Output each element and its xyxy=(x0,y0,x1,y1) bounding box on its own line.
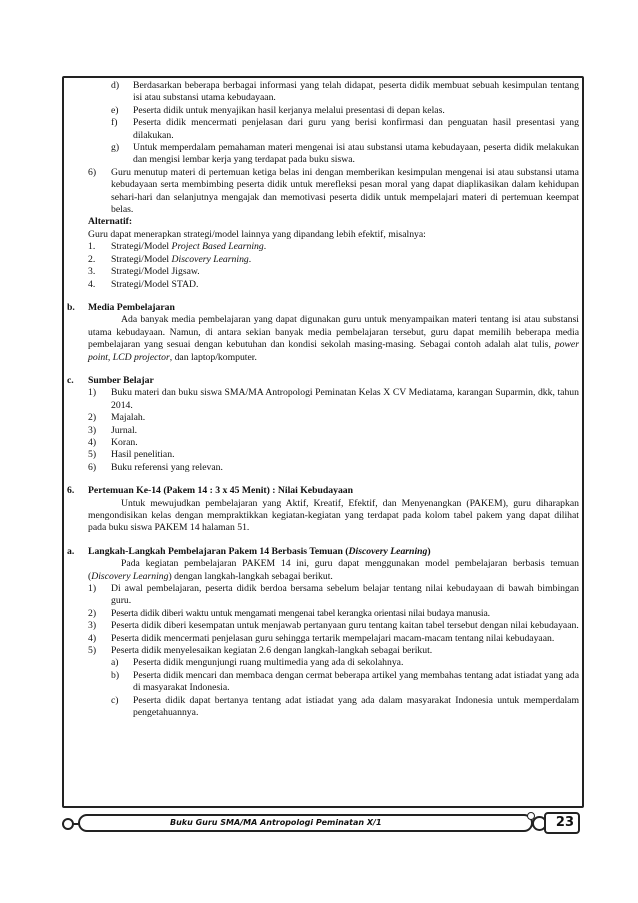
media-paragraph xyxy=(88,314,579,364)
list-text: Peserta didik dapat bertanya tentang adat istiadat yang ada dalam masyarakat Indonesia untuk memperdalam pengetahuannya. xyxy=(133,694,579,719)
list-label: 1) xyxy=(88,387,97,399)
section-langkah xyxy=(67,546,579,583)
list-label: 2) xyxy=(88,607,97,619)
list-item xyxy=(67,254,579,266)
section-title: Sumber Belajar xyxy=(88,374,154,386)
list-text: Untuk memperdalam pemahaman materi mengenai isi atau substansi utama kebudayaan, peserta didik melakukan dan mengisi lembar kerja yang terdapat pada buku siswa. xyxy=(133,142,579,166)
list-item xyxy=(67,620,579,632)
list-label: g) xyxy=(111,142,120,154)
media-emphasis: LCD projector xyxy=(112,351,170,363)
footer-book-title: Buku Guru SMA/MA Antropologi Peminatan X/1 xyxy=(170,818,382,827)
section-label: c. xyxy=(67,374,74,386)
page-number: 23 xyxy=(544,812,580,834)
list-item xyxy=(67,241,579,253)
item-text: Strategi/Model STAD. xyxy=(111,278,199,290)
list-text: Peserta didik diberi kesempatan untuk menjawab pertanyaan guru tentang kaitan tabel tersebut dengan nilai kebudayaan. xyxy=(111,620,579,632)
title-emphasis: Discovery Learning xyxy=(348,545,428,557)
section-title: Pertemuan Ke-14 (Pakem 14 : 3 x 45 Menit) : Nilai Kebudayaan xyxy=(88,485,354,497)
list-text: Koran. xyxy=(111,436,138,448)
section-label: b. xyxy=(67,301,75,313)
list-item xyxy=(67,266,579,278)
page-content xyxy=(67,80,579,720)
list-text: Peserta didik mencari dan membaca dengan cermat beberapa artikel yang membahas tentang adat istiadat yang ada di masyarakat Indonesia. xyxy=(133,669,579,694)
list-label: 5) xyxy=(88,449,97,461)
list-text: Jurnal. xyxy=(111,424,138,436)
list-text: Buku materi dan buku siswa SMA/MA Antropologi Peminatan Kelas X CV Mediatama, karangan Suparmin, dkk, tahun 2014. xyxy=(111,387,579,411)
section-label: a. xyxy=(67,545,75,557)
title-text: Langkah-Langkah Pembelajaran Pakem 14 Berbasis Temuan ( xyxy=(88,545,349,557)
title-text: ) xyxy=(427,545,431,557)
section-label: 6. xyxy=(67,485,75,497)
list-text: Guru menutup materi di pertemuan ketiga belas ini dengan memberikan kesimpulan mengenai isi atau substansi utama kebudayaan serta membimbing peserta didik untuk merefleksi pesan moral yang dapat diaplikasikan dalam kehidupan sehari-hari dan selanjutnya mengajak dan memotivasi peserta didik untuk mempelajari materi di pertemuan keempat belas. xyxy=(111,166,579,216)
list-item xyxy=(67,645,579,657)
list-label: 4) xyxy=(88,436,97,448)
list-text: Majalah. xyxy=(111,412,146,424)
list-item xyxy=(67,167,579,217)
langkah-intro xyxy=(88,558,579,583)
list-item xyxy=(67,437,579,449)
list-item xyxy=(67,387,579,412)
list-text: Peserta didik mengunjungi ruang multimedia yang ada di sekolahnya. xyxy=(133,657,404,669)
list-label: 2) xyxy=(88,412,97,424)
section-media xyxy=(67,302,579,364)
intro-emphasis: Discovery Learning xyxy=(91,570,169,582)
section-title xyxy=(88,546,579,558)
list-item xyxy=(67,279,579,291)
intro-text: ) dengan langkah-langkah sebagai berikut. xyxy=(168,570,333,582)
list-item xyxy=(67,657,579,669)
circle-icon xyxy=(527,812,535,820)
list-item xyxy=(67,462,579,474)
section-title: Media Pembelajaran xyxy=(88,301,175,313)
list-text: Berdasarkan beberapa berbagai informasi yang telah didapat, peserta didik membuat sebuah kesimpulan tentang isi atau substansi utama kebudayaan. xyxy=(133,80,579,104)
list-item xyxy=(67,695,579,720)
media-text: Ada banyak media pembelajaran yang dapat digunakan guru untuk menyampaikan materi tentang isi atau substansi utama kebudayaan. Namun, di antara sekian banyak media pembelajaran tersebut, guru dapat memilih beberapa media pembelajaran yang sesuai dengan kebutuhan dan kondisi sekolah masing-masing. Sebagai contoh adalah alat tulis, xyxy=(88,314,579,351)
list-label: 3) xyxy=(88,620,97,632)
list-item xyxy=(67,449,579,461)
list-label: 4. xyxy=(88,278,96,290)
list-item xyxy=(67,142,579,167)
list-item xyxy=(67,583,579,608)
list-label: 2. xyxy=(88,253,96,265)
item-text: Strategi/Model xyxy=(111,253,172,265)
item-emphasis: Project Based Learning xyxy=(171,241,264,253)
list-text: Peserta didik mencermati penjelasan dari guru yang berisi konfirmasi dan penguatan hasil presentasi yang dilakukan. xyxy=(133,117,579,141)
media-text: , xyxy=(107,351,113,363)
list-item xyxy=(67,105,579,117)
list-label: 1. xyxy=(88,241,96,253)
list-text: Peserta didik mencermati penjelasan guru sehingga tertarik mempelajari macam-macam tentang nilai kebudayaan. xyxy=(111,632,555,644)
alternatif-heading: Alternatif: xyxy=(88,216,133,228)
item-emphasis: Discovery Learning xyxy=(171,253,249,265)
list-item xyxy=(67,633,579,645)
list-label: f) xyxy=(111,117,118,129)
list-text: Buku referensi yang relevan. xyxy=(111,461,223,473)
item-suffix: . xyxy=(248,253,252,265)
item-suffix: . xyxy=(263,241,267,253)
list-label: d) xyxy=(111,80,120,91)
list-item xyxy=(67,670,579,695)
alternatif-intro: Guru dapat menerapkan strategi/model lainnya yang dipandang lebih efektif, misalnya: xyxy=(88,228,426,240)
list-label: 3) xyxy=(88,424,97,436)
list-label: e) xyxy=(111,104,119,116)
list-label: 3. xyxy=(88,266,96,278)
list-label: b) xyxy=(111,669,120,681)
list-text: Peserta didik untuk menyajikan hasil kerjanya melalui presentasi di depan kelas. xyxy=(133,104,445,116)
list-text: Hasil penelitian. xyxy=(111,449,175,461)
section-sumber xyxy=(67,375,579,387)
list-label: c) xyxy=(111,694,119,706)
list-item xyxy=(67,117,579,142)
list-label: 1) xyxy=(88,583,97,595)
section-pertemuan xyxy=(67,485,579,535)
list-text: Peserta didik menyelesaikan kegiatan 2.6 dengan langkah-langkah sebagai berikut. xyxy=(111,645,433,657)
list-item xyxy=(67,425,579,437)
list-label: 6) xyxy=(88,461,97,473)
circle-icon xyxy=(62,818,74,830)
list-label: 6) xyxy=(88,166,97,178)
media-emphasis: power point xyxy=(88,339,579,363)
list-text: Di awal pembelajaran, peserta didik berdoa bersama sebelum belajar tentang nilai kebudayaan di bawah bimbingan guru. xyxy=(111,583,579,607)
item-text: Strategi/Model xyxy=(111,241,172,253)
media-text: , dan laptop/komputer. xyxy=(169,351,257,363)
item-text: Strategi/Model Jigsaw. xyxy=(111,266,200,278)
list-label: 5) xyxy=(88,645,97,657)
pertemuan-paragraph: Untuk mewujudkan pembelajaran yang Aktif, Kreatif, Efektif, dan Menyenangkan (PAKEM), guru diharapkan mengondisikan kelas dengan mempraktikkan kegiatan-kegiatan yang terdapat pada kolom tabel pakem yang dapat dilihat pada buku siswa PAKEM 14 halaman 51. xyxy=(88,497,579,534)
list-item xyxy=(67,412,579,424)
list-text: Peserta didik diberi waktu untuk mengamati mengenai tabel kerangka orientasi nilai budaya manusia. xyxy=(111,607,490,619)
intro-text: Pada kegiatan pembelajaran PAKEM 14 ini, guru dapat menggunakan model pembelajaran berbasis temuan ( xyxy=(88,558,579,582)
list-label: a) xyxy=(111,657,119,669)
list-item xyxy=(67,80,579,105)
list-item xyxy=(67,608,579,620)
list-label: 4) xyxy=(88,632,97,644)
